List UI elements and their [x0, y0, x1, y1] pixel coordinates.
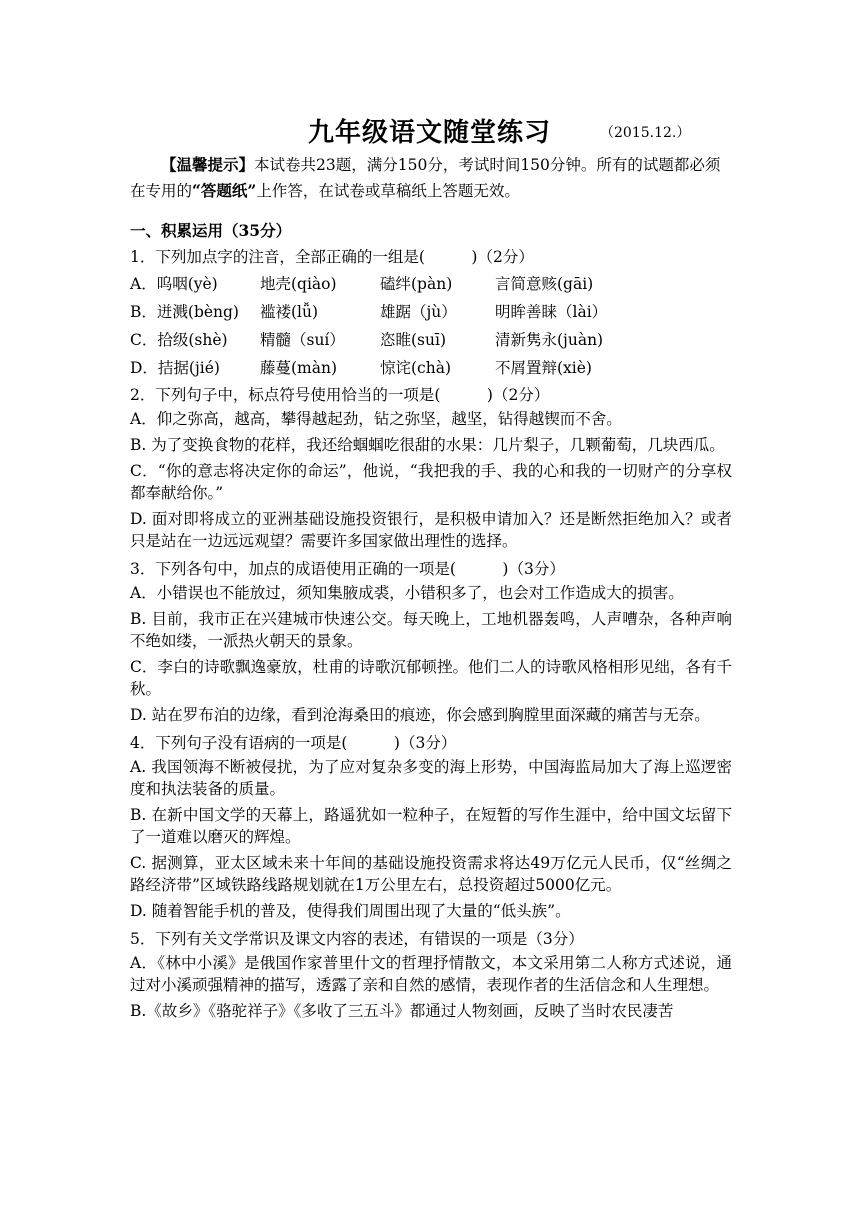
- option-cell: 磕绊(pàn): [380, 275, 453, 293]
- question-2-option-c: C．“你的意志将决定你的命运”，他说，“我把我的手、我的心和我的一切财产的分享权都奉献给你。”: [130, 462, 732, 502]
- question-3-option-b: B. 目前，我市正在兴建城市快速公交。每天晚上，工地机器轰鸣，人声嘈杂，各种声响不绝如缕，一派热火朝天的景象。: [130, 610, 732, 650]
- option-cell: 雄踞（jù）: [380, 303, 457, 321]
- option-cell: 褴褛(lǚ): [260, 303, 319, 321]
- question-2-stem: 2．下列句子中，标点符号使用恰当的一项是( )（2分）: [130, 386, 550, 404]
- option-cell: A．呜咽(yè): [130, 275, 218, 293]
- option-cell: 藤蔓(màn): [260, 359, 338, 377]
- question-4-option-a: A. 我国领海不断被侵扰，为了应对复杂多变的海上形势，中国海监局加大了海上巡逻密度和执法装备的质量。: [130, 758, 732, 798]
- warm-tip: [130, 152, 730, 204]
- section-heading: 一、积累运用（35分）: [130, 221, 292, 240]
- option-cell: 清新隽永(juàn): [495, 331, 604, 349]
- tip-label: 【温馨提示】: [161, 155, 255, 174]
- questions: [130, 218, 732, 1026]
- option-cell: 言简意赅(gāi): [495, 275, 594, 293]
- question-4-stem: 4．下列句子没有语病的一项是( )（3分）: [130, 734, 457, 752]
- tip-text-2: 上作答，在试卷或草稿纸上答题无效。: [256, 182, 520, 200]
- question-5-option-a: A．《林中小溪》是俄国作家普里什文的哲理抒情散文，本文采用第二人称方式述说，通过对小溪顽强精神的描写，透露了亲和自然的感情，表现作者的生活信念和人生理想。: [130, 954, 732, 994]
- option-cell: 惊诧(chà): [380, 359, 451, 377]
- question-2-option-a: A．仰之弥高，越高，攀得越起劲，钻之弥坚，越坚，钻得越锲而不舍。: [130, 410, 622, 428]
- option-cell: 地壳(qiào): [260, 275, 337, 293]
- option-cell: 不屑置辩(xiè): [495, 359, 592, 377]
- option-cell: 明眸善睐（lài）: [495, 303, 608, 321]
- question-1-row-d: [130, 354, 732, 382]
- question-5-stem: 5．下列有关文学常识及课文内容的表述，有错误的一项是（3分）: [130, 930, 584, 948]
- exam-date: （2015.12.）: [600, 125, 691, 141]
- question-1-row-b: [130, 298, 732, 326]
- question-5-option-b: B.《故乡》《骆驼祥子》《多收了三五斗》都通过人物刻画，反映了当时农民凄苦: [130, 1002, 674, 1020]
- tip-text-1: 本试卷共23题，满分150分，考试时间150分钟。所有的试题都必须在专用的: [130, 156, 721, 200]
- question-3-stem: 3．下列各句中，加点的成语使用正确的一项是( )（3分）: [130, 560, 565, 578]
- question-3-option-d: D. 站在罗布泊的边缘，看到沧海桑田的痕迹，你会感到胸膛里面深藏的痛苦与无奈。: [130, 706, 710, 724]
- question-4-option-d: D. 随着智能手机的普及，使得我们周围出现了大量的“低头族”。: [130, 902, 571, 920]
- option-cell: C．拾级(shè): [130, 331, 228, 349]
- question-1-stem: 1．下列加点字的注音，全部正确的一组是( )（2分）: [130, 248, 534, 266]
- question-2-option-d: D. 面对即将成立的亚洲基础设施投资银行，是积极申请加入？还是断然拒绝加入？或者只是站在一边远远观望？需要许多国家做出理性的选择。: [130, 510, 732, 550]
- option-cell: 精髓（suí）: [260, 331, 345, 349]
- page-title: 九年级语文随堂练习: [308, 118, 552, 148]
- question-3-option-c: C．李白的诗歌飘逸豪放，杜甫的诗歌沉郁顿挫。他们二人的诗歌风格相形见绌，各有千秋。: [130, 658, 732, 698]
- option-cell: D．拮据(jié): [130, 359, 220, 377]
- tip-emphasis: “答题纸”: [192, 181, 257, 200]
- question-2-option-b: B. 为了变换食物的花样，我还给蝈蝈吃很甜的水果：几片梨子，几颗葡萄，几块西瓜。: [130, 436, 725, 454]
- option-cell: 恣睢(suī): [380, 331, 446, 349]
- question-3-option-a: A．小错误也不能放过，须知集腋成裘，小错积多了，也会对工作造成大的损害。: [130, 584, 684, 602]
- option-cell: B．迸溅(bèng): [130, 303, 239, 321]
- question-4-option-c: C. 据测算，亚太区域未来十年间的基础设施投资需求将达49万亿元人民币，仅“丝绸之路经济带”区域铁路线路规划就在1万公里左右，总投资超过5000亿元。: [130, 854, 732, 894]
- question-1-row-c: [130, 326, 732, 354]
- question-4-option-b: B. 在新中国文学的天幕上，路遥犹如一粒种子，在短暂的写作生涯中，给中国文坛留下了一道难以磨灭的辉煌。: [130, 806, 732, 846]
- question-1-row-a: [130, 270, 732, 298]
